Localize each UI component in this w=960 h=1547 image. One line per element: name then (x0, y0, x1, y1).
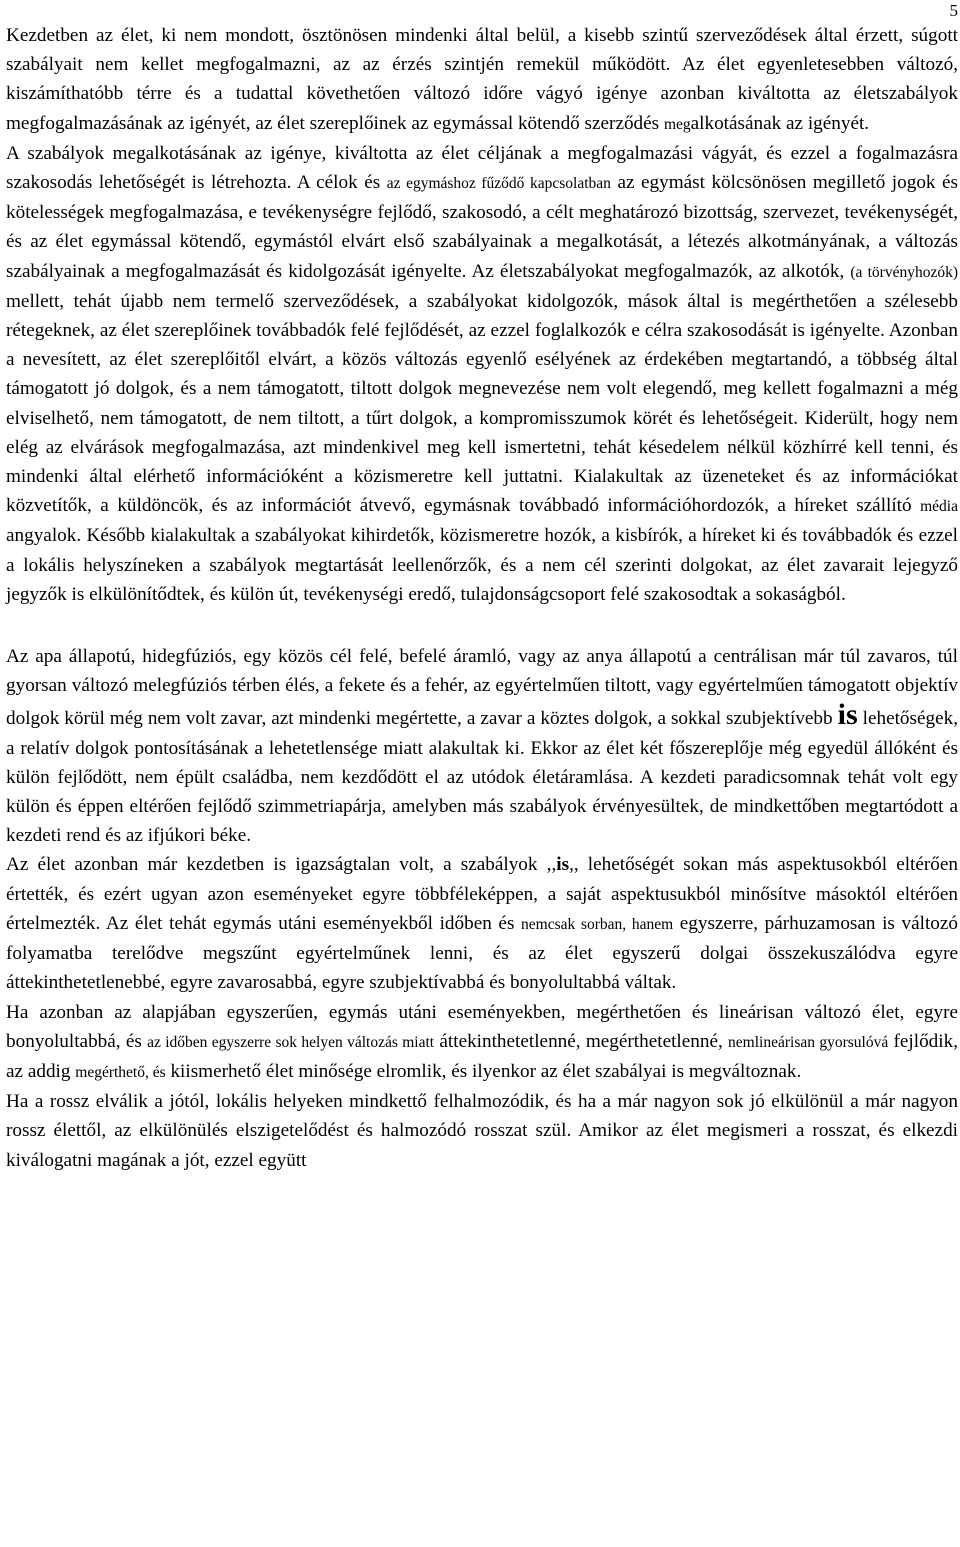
paragraph-4: Az élet azonban már kezdetben is igazságtalan volt, a szabályok ,,is,, lehetőségét sokan más aspektusokból eltérően értették, és ezért ugyan azon eseményeket egyre többféleképpen, a saját aspektusukból minősítve másoktól eltérően értelmezték. Az élet tehát egymás utáni eseményekből időben és nemcsak sorban, hanem egyszerre, párhuzamosan is változó folyamatba terelődve megszűnt egyértelműnek lenni, és az élet egyszerű dolgai összekuszálódva egyre áttekinthetetlenebbé, egyre zavarosabbá, egyre szubjektívabbá és bonyolultabbá váltak. (6, 854, 958, 994)
paragraph-6: Ha a rossz elválik a jótól, lokális helyeken mindkettő felhalmozódik, és ha a már nagyon sok jó elkülönül a már nagyon rossz élettől, az elkülönülés elszigetelődést és halmozódó rosszat szül. Amikor az élet megismeri a rosszat, és elkezdi kiválogatni magának a jót, ezzel együtt (6, 1091, 958, 1171)
paragraph-2: A szabályok megalkotásának az igénye, kiváltotta az élet céljának a megfogalmazási vágyát, és ezzel a fogalmazásra szakosodás lehetőségét is létrehozta. A célok és az egymáshoz fűződő kapcsolatban az egymást kölcsönösen megillető jogok és kötelességek megfogalmazása, e tevékenységre fejlődő, szakosodó, a célt meghatározó bizottság, szervezet, tevékenységét, és az élet egymással kötendő, egymástól elvárt első szabályainak a megalkotását, a létezés alkotmányának, a változás szabályainak a megfogalmazását és kidolgozását igényelte. Az életszabályokat megfogalmazók, az alkotók, (a törvényhozók) mellett, tehát újabb nem termelő szerveződések, a szabályokat kidolgozók, mások által is megérthetően a szélesebb rétegeknek, az élet szereplőinek továbbadók felé fejlődését, az ezzel foglalkozók e célra szakosodását is igényelte. Azonban a nevesített, az élet szereplőitől elvárt, a közös változás egyenlő esélyének az érdekében megtartandó, a többség által támogatott jó dolgok, és a nem támogatott, tiltott dolgok megnevezése nem volt elegendő, meg kellett fogalmazni a még elviselhető, nem támogatott, de nem tiltott, a tűrt dolgok, a kompromisszumok körét és lehetőségeit. Kiderült, hogy nem elég az elvárások megfogalmazása, azt mindenkivel meg kell ismertetni, tehát késedelem nélkül közhírré kell tenni, és mindenki által elérhető információként a közismeretre kell juttatni. Kialakultak az üzeneteket és az információkat közvetítők, a küldöncök, és az információt átvevő, egymásnak továbbadó információhordozók, a híreket szállító média angyalok. Később kialakultak a szabályokat kihirdetők, közismeretre hozók, a kisbírók, a híreket ki és továbbadók és ezzel a lokális helyszíneken a szabályok megtartását leellenőrzők, és a nem cél szerinti dolgokat, az élet zavarait lejegyző jegyzők is elkülönítődtek, és külön út, tevékenységi eredő, tulajdonságcsoport felé szakosodtak a sokaságból. (6, 142, 958, 605)
paragraph-1: Kezdetben az élet, ki nem mondott, ösztönösen mindenki által belül, a kisebb szintű szerveződések által érzett, súgott szabályait nem kellet megfogalmazni, az az érzés szintjén remekül működött. Az élet egyenletesebben változó, kiszámíthatóbb térre és a tudattal követhetően változó időre vágyó igénye azonban kiváltotta az életszabályok megfogalmazásának az igényét, az élet szereplőinek az egymással kötendő szerződés megalkotásának az igényét. (6, 25, 958, 134)
paragraph-5: Ha azonban az alapjában egyszerűen, egymás utáni eseményekben, megérthetően és lineárisan változó élet, egyre bonyolultabbá, és az időben egyszerre sok helyen változás miatt áttekinthetetlenné, megérthetetlenné, nemlineárisan gyorsulóvá fejlődik, az addig megérthető, és kiismerhető élet minősége elromlik, és ilyenkor az élet szabályai is megváltoznak. (6, 1001, 958, 1082)
paragraph-3: Az apa állapotú, hidegfúziós, egy közös cél felé, befelé áramló, vagy az anya állapotú a centrálisan már túl zavaros, túl gyorsan változó melegfúziós térben élés, a fekete és a fehér, az egyértelműen tiltott, vagy egyértelműen támogatott objektív dolgok körül még nem volt zavar, azt mindenki megértette, a zavar a köztes dolgok, a sokkal szubjektívebb is lehetőségek, a relatív dolgok pontosításának a lehetetlensége miatt alakultak ki. Ekkor az élet két főszereplője még egyedül állóként és külön fejlődött, nem épült családba, nem kezdődött el az utódok életáramlása. A kezdeti paradicsomnak tehát volt egy külön és éppen eltérően fejlődő szimmetriapárja, amelyben más szabályok érvényesültek, de mindkettőben megtartódott a kezdeti rend és az ifjúkori béke. (6, 646, 958, 847)
page-number: 5 (949, 1, 958, 20)
paragraph-gap (6, 609, 958, 642)
document-body (6, 21, 958, 1175)
